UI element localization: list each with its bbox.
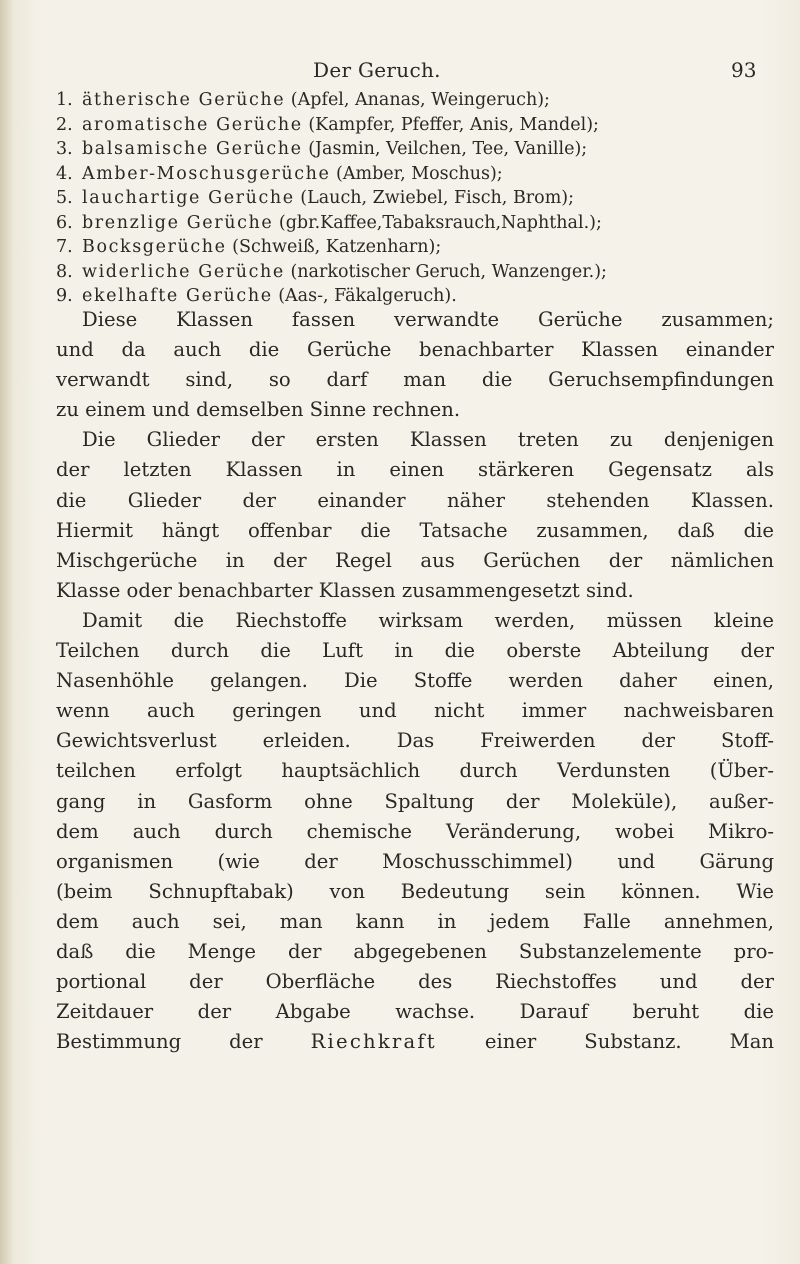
list-item-term: lauchartige Gerüche <box>82 188 295 208</box>
list-item-term: ekelhafte Gerüche <box>82 286 273 306</box>
list-item-number: 9. <box>56 286 73 306</box>
list-item-number: 3. <box>56 139 73 159</box>
list-item-examples: (Aas-, Fäkalgeruch). <box>272 286 457 306</box>
list-item-number: 2. <box>56 114 73 135</box>
list-item-term: ätherische Gerüche <box>82 90 286 110</box>
text-line: Nasenhöhle gelangen. Die Stoffe werden daher einen, <box>56 669 774 693</box>
text-line: Die Glieder der ersten Klassen treten zu denjenigen <box>82 428 774 452</box>
text-line: der letzten Klassen in einen stärkeren Gegensatz als <box>56 458 774 482</box>
list-item-term: aromatische Gerüche <box>82 114 303 135</box>
text-line: und da auch die Gerüche benachbarter Klassen einander <box>56 338 774 362</box>
gutter-shadow <box>0 0 14 1264</box>
list-item-number: 7. <box>56 237 73 257</box>
text-line: Hiermit hängt offenbar die Tatsache zusammen, daß die <box>56 518 774 542</box>
list-item-term: brenzlige Gerüche <box>82 212 274 233</box>
text-line: Mischgerüche in der Regel aus Gerüchen der nämlichen <box>56 548 774 572</box>
list-item-examples: (Kampfer, Pfeffer, Anis, Mandel); <box>302 114 599 135</box>
list-item-term: balsamische Gerüche <box>82 139 303 159</box>
list-item <box>56 186 776 211</box>
text-line: Gewichtsverlust erleiden. Das Freiwerden der Stoff- <box>56 729 774 753</box>
list-item <box>56 113 776 138</box>
text-line: (beim Schnupftabak) von Bedeutung sein können. Wie <box>56 879 774 903</box>
text-line: daß die Menge der abgegebenen Substanzelemente pro- <box>56 939 774 963</box>
text-line: dem auch durch chemische Veränderung, wobei Mikro- <box>56 819 774 843</box>
list-item <box>56 260 776 285</box>
list-item-examples: (gbr.Kaffee,Tabaksrauch,Naphthal.); <box>273 212 602 233</box>
list-item-number: 6. <box>56 212 73 233</box>
running-head: Der Geruch. <box>313 58 441 82</box>
list-item <box>56 235 776 260</box>
list-item <box>56 162 776 187</box>
text-line: portional der Oberfläche des Riechstoffes und der <box>56 970 774 994</box>
body-text <box>56 305 774 1057</box>
text-line: Diese Klassen fassen verwandte Gerüche zusammen; <box>82 308 774 331</box>
list-item <box>56 137 776 162</box>
text-line: Teilchen durch die Luft in die oberste Abteilung der <box>56 639 774 663</box>
list-item-examples: (Schweiß, Katzenharn); <box>226 237 442 257</box>
list-item-examples: (Amber, Moschus); <box>330 163 503 184</box>
text-line: verwandt sind, so darf man die Geruchsempfindungen <box>56 368 774 392</box>
list-item-number: 4. <box>56 163 73 184</box>
text-line: wenn auch geringen und nicht immer nachweisbaren <box>56 699 774 723</box>
list-item <box>56 211 776 236</box>
list-item-term: Bocksgerüche <box>82 237 227 257</box>
page-number: 93 <box>731 58 757 82</box>
list-item <box>56 88 776 113</box>
text-line: Damit die Riechstoffe wirksam werden, müssen kleine <box>82 608 774 632</box>
list-item-number: 1. <box>56 90 73 110</box>
text-line: dem auch sei, man kann in jedem Falle annehmen, <box>56 909 774 933</box>
list-item-examples: (Jasmin, Veilchen, Tee, Vanille); <box>302 139 588 159</box>
list-item-number: 8. <box>56 261 73 282</box>
text-line: teilchen erfolgt hauptsächlich durch Verdunsten (Über- <box>56 759 774 783</box>
list-item-term: Amber-Moschusgerüche <box>82 163 331 184</box>
page-header <box>0 58 800 88</box>
list-item-number: 5. <box>56 188 73 208</box>
text-line: die Glieder der einander näher stehenden Klassen. <box>56 488 774 512</box>
spaced-term: Riechkraft <box>310 1030 437 1054</box>
list-item-examples: (narkotischer Geruch, Wanzenger.); <box>284 261 607 282</box>
smell-class-list <box>56 88 776 309</box>
text-line: Klasse oder benachbarter Klassen zusammengesetzt sind. <box>56 578 634 602</box>
text-line: gang in Gasform ohne Spaltung der Moleküle), außer- <box>56 789 774 813</box>
text-line: organismen (wie der Moschusschimmel) und Gärung <box>56 849 774 873</box>
text-line: Zeitdauer der Abgabe wachse. Darauf beruht die <box>56 1000 774 1024</box>
list-item-examples: (Apfel, Ananas, Weingeruch); <box>285 90 550 110</box>
list-item-term: widerliche Gerüche <box>82 261 285 282</box>
text-line: zu einem und demselben Sinne rechnen. <box>56 398 461 422</box>
text-line: Bestimmung der Riechkraft einer Substanz. Man <box>56 1030 775 1054</box>
list-item-examples: (Lauch, Zwiebel, Fisch, Brom); <box>294 188 575 208</box>
